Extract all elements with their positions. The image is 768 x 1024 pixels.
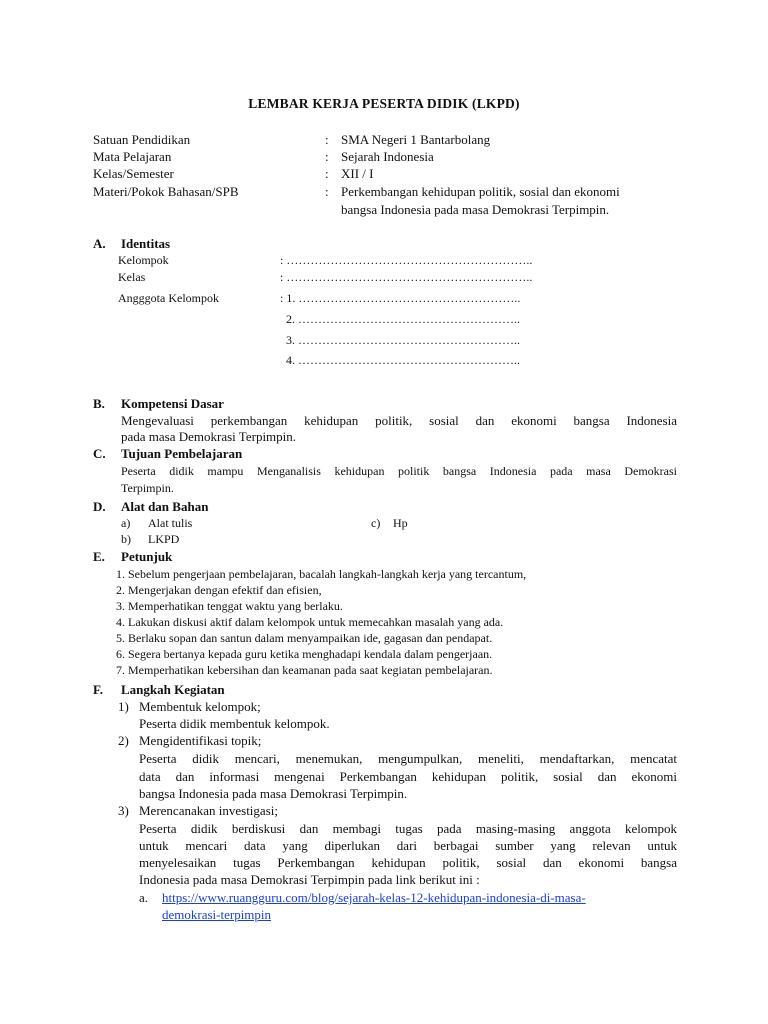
step3-line-1: Peserta didik berdiskusi dan membagi tugas pada masing-masing anggota kelompok [139, 821, 677, 836]
step2-line-1: Peserta didik mencari, menemukan, mengumpulkan, meneliti, mendaftarkan, mencatat [139, 751, 677, 766]
petunjuk-item: 3. Memperhatikan tenggat waktu yang berlaku. [116, 599, 343, 613]
info-value-satuan: SMA Negeri 1 Bantarbolang [341, 132, 491, 147]
anggota-field-4[interactable]: 4. ……………………………………………….. [286, 353, 520, 367]
alat-item-a: Alat tulis [148, 516, 193, 530]
section-e-heading: Petunjuk [121, 549, 173, 564]
step3-marker: 3) [118, 803, 129, 818]
step3-line-4: Indonesia pada masa Demokrasi Terpimpin pada link berikut ini : [139, 872, 480, 887]
alat-item-b: LKPD [148, 532, 180, 546]
section-f-heading: Langkah Kegiatan [121, 682, 225, 697]
step2-marker: 2) [118, 733, 129, 748]
info-sep: : [325, 166, 329, 181]
kompetensi-line-1: Mengevaluasi perkembangan kehidupan politik, sosial dan ekonomi bangsa Indonesia [121, 413, 677, 428]
step3-line-3: menyelesaikan tugas Perkembangan kehidupan politik, sosial dan ekonomi bangsa [139, 855, 677, 870]
info-sep: : [325, 149, 329, 164]
info-sep: : [325, 132, 329, 147]
section-c-letter: C. [93, 446, 106, 461]
step3-title: Merencanakan investigasi; [139, 803, 278, 818]
info-value-materi-cont: bangsa Indonesia pada masa Demokrasi Terpimpin. [341, 202, 610, 217]
tujuan-line-2: Terpimpin. [121, 481, 174, 495]
info-label-mapel: Mata Pelajaran [93, 149, 172, 164]
info-sep: : [325, 184, 329, 199]
info-label-kelas: Kelas/Semester [93, 166, 174, 181]
kelompok-label: Kelompok [118, 253, 169, 267]
anggota-label: Angggota Kelompok [118, 291, 219, 305]
info-value-mapel: Sejarah Indonesia [341, 149, 434, 164]
petunjuk-item: 6. Segera bertanya kepada guru ketika menghadapi kendala dalam pengerjaan. [116, 647, 493, 661]
anggota-field-3[interactable]: 3. ……………………………………………….. [286, 333, 520, 347]
petunjuk-item: 5. Berlaku sopan dan santun dalam menyampaikan ide, gagasan dan pendapat. [116, 631, 493, 645]
petunjuk-item: 4. Lakukan diskusi aktif dalam kelompok untuk memecahkan masalah yang ada. [116, 615, 504, 629]
step2-line-2: data dan informasi mengenai Perkembangan kehidupan politik, sosial dan ekonomi [139, 769, 677, 784]
info-label-materi: Materi/Pokok Bahasan/SPB [93, 184, 239, 199]
section-d-letter: D. [93, 499, 106, 514]
alat-item-c: Hp [393, 516, 408, 530]
section-e-letter: E. [93, 549, 105, 564]
step1-title: Membentuk kelompok; [139, 699, 261, 714]
step1-marker: 1) [118, 699, 129, 714]
kelompok-field[interactable]: : …………………………………………………….. [280, 253, 533, 267]
alat-marker-a: a) [121, 516, 131, 530]
kompetensi-line-2: pada masa Demokrasi Terpimpin. [121, 429, 297, 444]
resource-link-line-1[interactable]: https://www.ruangguru.com/blog/sejarah-kelas-12-kehidupan-indonesia-di-masa- [162, 890, 586, 905]
petunjuk-item: 2. Mengerjakan dengan efektif dan efisien, [116, 583, 322, 597]
anggota-field-1[interactable]: : 1. ……………………………………………….. [280, 291, 521, 305]
section-f-letter: F. [93, 682, 103, 697]
document-title: LEMBAR KERJA PESERTA DIDIK (LKPD) [248, 96, 520, 111]
petunjuk-item: 1. Sebelum pengerjaan pembelajaran, bacalah langkah-langkah kerja yang tercantum, [116, 567, 527, 581]
kelas-label: Kelas [118, 270, 146, 284]
step3-line-2: untuk mencari data yang diperlukan dari berbagai sumber yang relevan untuk [139, 838, 677, 853]
section-b-letter: B. [93, 396, 105, 411]
section-a-heading: Identitas [121, 236, 171, 251]
info-value-kelas: XII / I [341, 166, 374, 181]
alat-marker-c: c) [371, 516, 381, 530]
section-b-heading: Kompetensi Dasar [121, 396, 224, 411]
step2-line-3: bangsa Indonesia pada masa Demokrasi Terpimpin. [139, 786, 408, 801]
section-d-heading: Alat dan Bahan [121, 499, 209, 514]
petunjuk-item: 7. Memperhatikan kebersihan dan keamanan pada saat kegiatan pembelajaran. [116, 663, 493, 677]
section-a-letter: A. [93, 236, 106, 251]
section-c-heading: Tujuan Pembelajaran [121, 446, 243, 461]
anggota-field-2[interactable]: 2. ……………………………………………….. [286, 312, 520, 326]
alat-marker-b: b) [121, 532, 131, 546]
step1-body: Peserta didik membentuk kelompok. [139, 716, 330, 731]
info-label-satuan: Satuan Pendidikan [93, 132, 191, 147]
info-value-materi: Perkembangan kehidupan politik, sosial dan ekonomi [341, 184, 620, 199]
kelas-field[interactable]: : …………………………………………………….. [280, 270, 533, 284]
step2-title: Mengidentifikasi topik; [139, 733, 262, 748]
link-marker: a. [139, 890, 149, 905]
tujuan-line-1: Peserta didik mampu Menganalisis kehidupan politik bangsa Indonesia pada masa Demokrasi [121, 464, 677, 478]
resource-link-line-2[interactable]: demokrasi-terpimpin [162, 907, 272, 922]
